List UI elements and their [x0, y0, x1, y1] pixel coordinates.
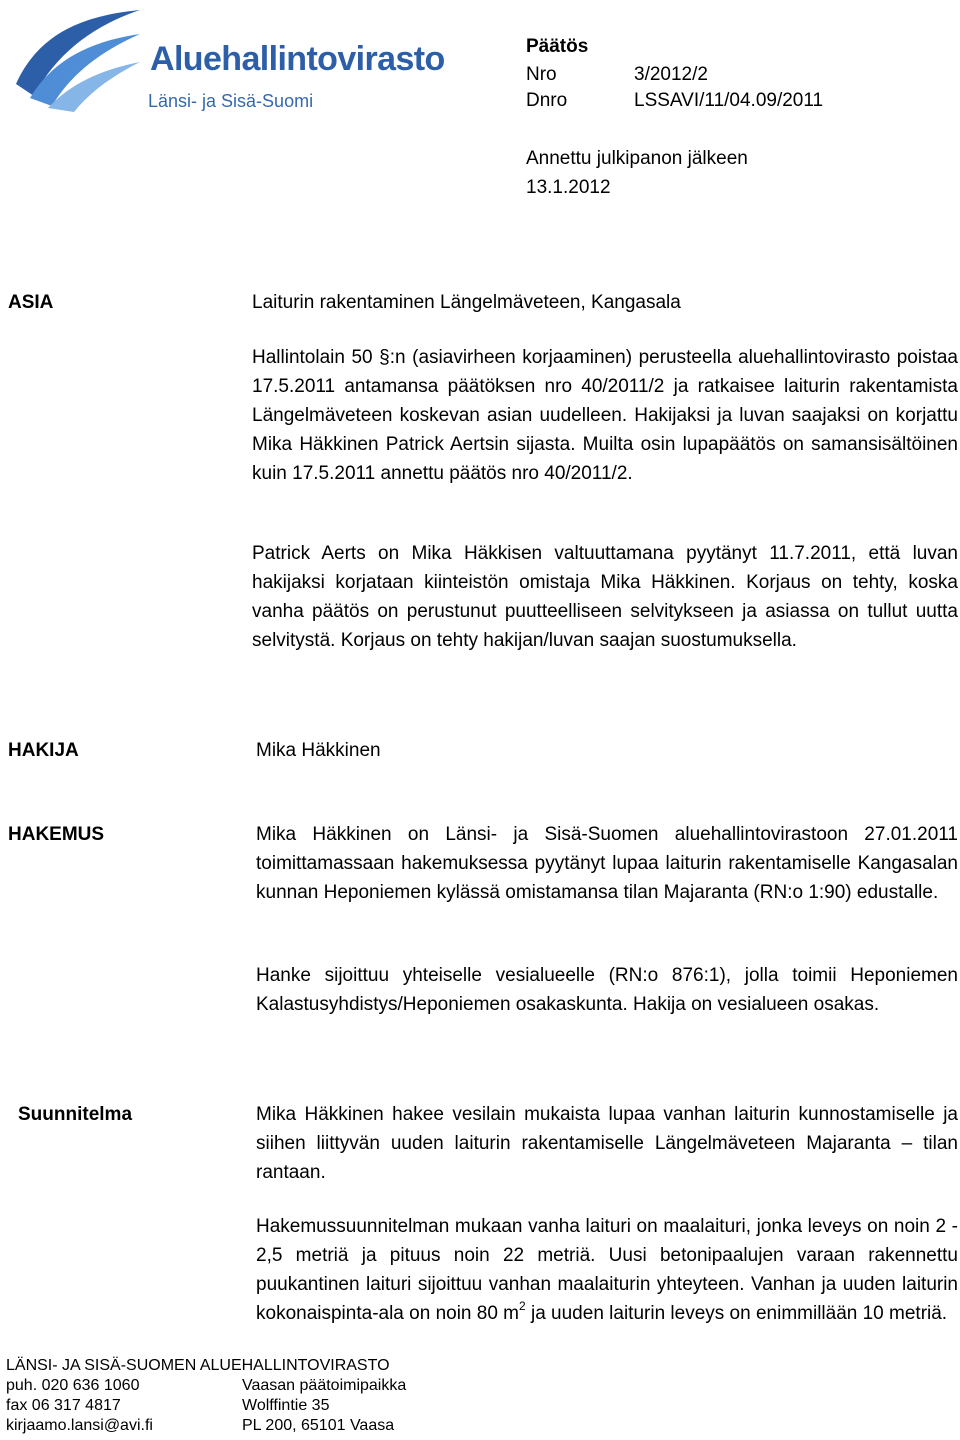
footer-fax: fax 06 317 4817 [6, 1397, 121, 1414]
logo-region: Länsi- ja Sisä-Suomi [148, 91, 314, 111]
suunnitelma-paragraph-1: Mika Häkkinen hakee vesilain mukaista lupaa vanhan laiturin kunnostamiselle ja siihen liittyvän uuden laiturin rakentamiselle Längelmäveteen Majaranta – tilan rantaan. [256, 1104, 958, 1183]
asia-paragraph-2: Patrick Aerts on Mika Häkkisen valtuuttamana pyytänyt 11.7.2011, että luvan hakijaksi korjataan kiinteistön omistaja Mika Häkkinen. Korjaus on tehty, koska vanha päätös on perustunut puutteelliseen selvitykseen ja asiassa on tullut uutta selvitystä. Korjaus on tehty hakijan/luvan saajan suostumuksella. [252, 543, 958, 651]
suunnitelma-paragraph-2-text-a: Hakemussuunnitelman mukaan vanha laituri on maalaituri, jonka leveys on noin 2 - 2,5 metriä ja pituus noin 22 metriä. Uusi betonipaalujen varaan rakennettu puukantinen laituri sijoittuu vanhan maalaiturin yhteyteen. Vanhan ja uuden laiturin kokonaispinta-ala on noin 80 m [256, 1216, 958, 1324]
dnro-value: LSSAVI/11/04.09/2011 [634, 90, 824, 111]
logo-agency-name: Aluehallintovirasto [150, 40, 445, 78]
asia-title: Laiturin rakentaminen Längelmäveteen, Kangasala [252, 292, 681, 313]
hakija-value: Mika Häkkinen [256, 740, 381, 761]
footer-phone: puh. 020 636 1060 [6, 1377, 140, 1394]
published-label: Annettu julkipanon jälkeen [526, 148, 748, 169]
hakemus-paragraph-2: Hanke sijoittuu yhteiselle vesialueelle (RN:o 876:1), jolla toimii Heponiemen Kalastusyhdistys/Heponiemen osakaskunta. Hakija on vesialueen osakas. [256, 965, 958, 1015]
footer-street: Wolffintie 35 [242, 1397, 330, 1414]
hakemus-paragraph-1: Mika Häkkinen on Länsi- ja Sisä-Suomen aluehallintovirastoon 27.01.2011 toimittamassaan hakemuksessa pyytänyt lupaa laiturin rakentamiselle Kangasalan kunnan Heponiemen kylässä omistamansa tilan Majaranta (RN:o 1:90) edustalle. [256, 824, 958, 903]
footer-postal: PL 200, 65101 Vaasa [242, 1417, 395, 1434]
dnro-label: Dnro [526, 90, 568, 111]
section-label-hakija: HAKIJA [8, 740, 79, 761]
suunnitelma-paragraph-2 [256, 1212, 958, 1328]
document-type: Päätös [526, 36, 589, 57]
section-label-suunnitelma: Suunnitelma [18, 1104, 133, 1125]
published-date: 13.1.2012 [526, 177, 611, 198]
section-label-asia: ASIA [8, 292, 54, 313]
agency-logo [8, 6, 445, 116]
area-unit-superscript: 2 [519, 1298, 526, 1313]
section-label-hakemus: HAKEMUS [8, 824, 105, 845]
agency-emblem-icon [8, 6, 148, 116]
nro-label: Nro [526, 64, 557, 85]
nro-value: 3/2012/2 [634, 64, 708, 85]
footer-office: Vaasan päätoimipaikka [242, 1377, 407, 1394]
asia-paragraph-1: Hallintolain 50 §:n (asiavirheen korjaaminen) perusteella aluehallintovirasto poistaa 17.5.2011 antamansa päätöksen nro 40/2011/2 ja ratkaisee laiturin rakentamista Längelmäveteen koskevan asian uudelleen. Hakijaksi ja luvan saajaksi on korjattu Mika Häkkinen Patrick Aertsin sijasta. Muilta osin lupapäätös on samansisältöinen kuin 17.5.2011 annettu päätös nro 40/2011/2. [252, 347, 958, 484]
suunnitelma-paragraph-2-text-b: ja uuden laiturin leveys on enimmillään 10 metriä. [525, 1303, 948, 1324]
footer-email[interactable]: kirjaamo.lansi@avi.fi [6, 1417, 153, 1434]
footer-organization: LÄNSI- JA SISÄ-SUOMEN ALUEHALLINTOVIRASTO [6, 1357, 390, 1374]
